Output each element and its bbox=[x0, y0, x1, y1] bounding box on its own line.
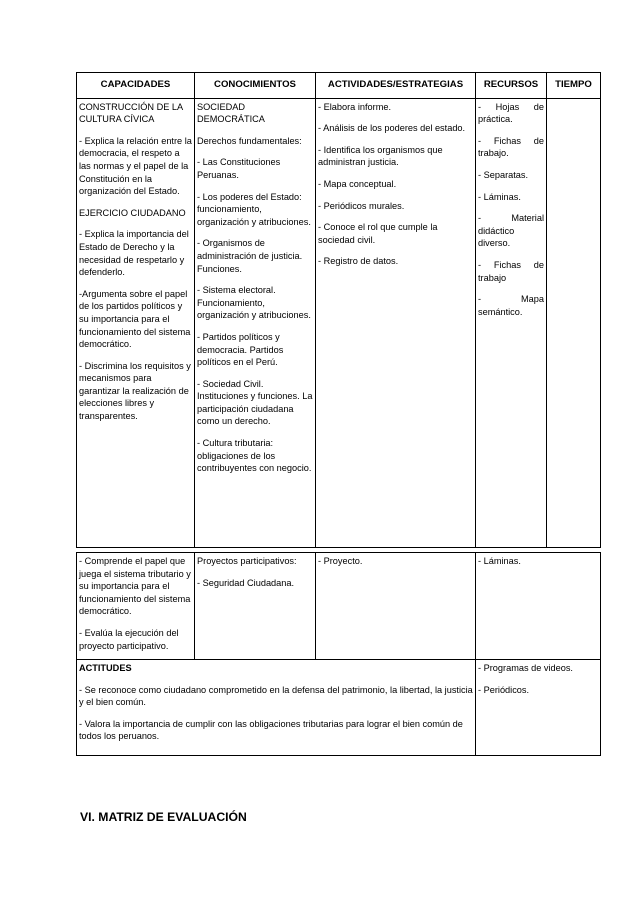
conocimiento-item: - Seguridad Ciudadana. bbox=[197, 577, 295, 588]
capacidad-item: -Argumenta sobre el papel de los partidos políticos y su importancia para el funcionamiento del sistema democrático. bbox=[79, 288, 191, 350]
recurso-item: - Separatas. bbox=[478, 169, 529, 180]
recurso-item: - Material didáctico diverso. bbox=[478, 213, 544, 249]
section-title: VI. MATRIZ DE EVALUACIÓN bbox=[80, 810, 247, 824]
conocimiento-item: - Cultura tributaria: obligaciones de los contribuyentes con negocio. bbox=[197, 438, 312, 474]
actividad-item: - Elabora informe. bbox=[318, 101, 392, 112]
recurso-item: - Programas de videos. bbox=[478, 663, 573, 673]
header-actividades: ACTIVIDADES/ESTRATEGIAS bbox=[316, 73, 476, 99]
table-header-row bbox=[77, 73, 601, 99]
conocimiento-item: - Organismos de administración de justicia. Funciones. bbox=[197, 238, 303, 274]
capacidades-table bbox=[76, 72, 601, 548]
actividades-cell bbox=[316, 98, 476, 547]
capacidades-cell bbox=[77, 98, 195, 547]
recurso-item: - Mapa semántico. bbox=[478, 294, 544, 317]
header-capacidades: CAPACIDADES bbox=[77, 73, 195, 99]
actividad-item: - Conoce el rol que cumple la sociedad civil. bbox=[318, 222, 438, 245]
recurso-item: - Hojas de práctica. bbox=[478, 101, 544, 125]
actitudes-title: ACTITUDES bbox=[79, 663, 132, 673]
header-recursos: RECURSOS bbox=[476, 73, 547, 99]
table-row bbox=[77, 553, 601, 660]
conocimiento-item: - Sociedad Civil. Instituciones y funciones. La participación ciudadana como un derecho. bbox=[197, 378, 313, 427]
actividad-item: - Análisis de los poderes del estado. bbox=[318, 123, 466, 134]
conocimiento-item: Proyectos participativos: bbox=[197, 556, 297, 566]
actitud-item: - Se reconoce como ciudadano comprometido en la defensa del patrimonio, la libertad, la justicia y el bien común. bbox=[79, 684, 473, 708]
recursos-cell bbox=[476, 98, 547, 547]
actitudes-cell bbox=[77, 660, 476, 756]
capacidades-cell bbox=[77, 553, 195, 660]
actividad-item: - Identifica los organismos que administran justicia. bbox=[318, 144, 443, 168]
tiempo-cell bbox=[547, 98, 601, 547]
conocimientos-cell bbox=[195, 98, 316, 547]
recursos-cell bbox=[476, 553, 601, 660]
capacidad-item: - Explica la relación entre la democracia, el respeto a las normas y el papel de la Constitución en la organización del Estado. bbox=[79, 135, 192, 197]
actividades-cell bbox=[316, 553, 476, 660]
capacidad-item: CONSTRUCCIÓN DE LA CULTURA CÍVICA bbox=[79, 101, 183, 125]
conocimientos-cell bbox=[195, 553, 316, 660]
capacidad-item: - Discrimina los requisitos y mecanismos para garantizar la realización de elecciones libres y transparentes. bbox=[79, 360, 191, 422]
conocimiento-item: - Sistema electoral. Funcionamiento, organización y atribuciones. bbox=[197, 285, 311, 321]
recurso-item: - Láminas. bbox=[478, 556, 521, 566]
recurso-item: - Periódicos. bbox=[478, 684, 530, 695]
capacidad-item: - Explica la importancia del Estado de Derecho y la necesidad de respetarlo y defenderlo. bbox=[79, 229, 189, 278]
conocimiento-item: - Las Constituciones Peruanas. bbox=[197, 157, 281, 180]
actividad-item: - Proyecto. bbox=[318, 556, 363, 566]
actividad-item: - Periódicos murales. bbox=[318, 200, 405, 211]
conocimiento-item: Derechos fundamentales: bbox=[197, 135, 302, 146]
actitud-item: - Valora la importancia de cumplir con las obligaciones tributarias para lograr el bien común de todos los peruanos. bbox=[79, 718, 463, 742]
recurso-item: - Fichas de trabajo. bbox=[478, 135, 544, 159]
actitudes-recursos-cell bbox=[476, 660, 601, 756]
conocimiento-item: - Partidos políticos y democracia. Partidos políticos en el Perú. bbox=[197, 331, 284, 368]
header-conocimientos: CONOCIMIENTOS bbox=[195, 73, 316, 99]
capacidad-item: EJERCICIO CIUDADANO bbox=[79, 207, 186, 218]
capacidad-item: - Evalúa la ejecución del proyecto participativo. bbox=[79, 627, 179, 651]
actividad-item: - Registro de datos. bbox=[318, 256, 399, 267]
proyecto-table bbox=[76, 552, 601, 756]
conocimiento-item: SOCIEDAD DEMOCRÁTICA bbox=[197, 101, 265, 125]
recurso-item: - Fichas de trabajo bbox=[478, 259, 544, 283]
capacidad-item: - Comprende el papel que juega el sistema tributario y su importancia para el funcionamiento del sistema democrático. bbox=[79, 556, 191, 617]
header-tiempo: TIEMPO bbox=[547, 73, 601, 99]
recurso-item: - Láminas. bbox=[478, 191, 521, 202]
table-row bbox=[77, 660, 601, 756]
table-row bbox=[77, 98, 601, 547]
conocimiento-item: - Los poderes del Estado: funcionamiento, organización y atribuciones. bbox=[197, 191, 311, 227]
actividad-item: - Mapa conceptual. bbox=[318, 178, 397, 189]
